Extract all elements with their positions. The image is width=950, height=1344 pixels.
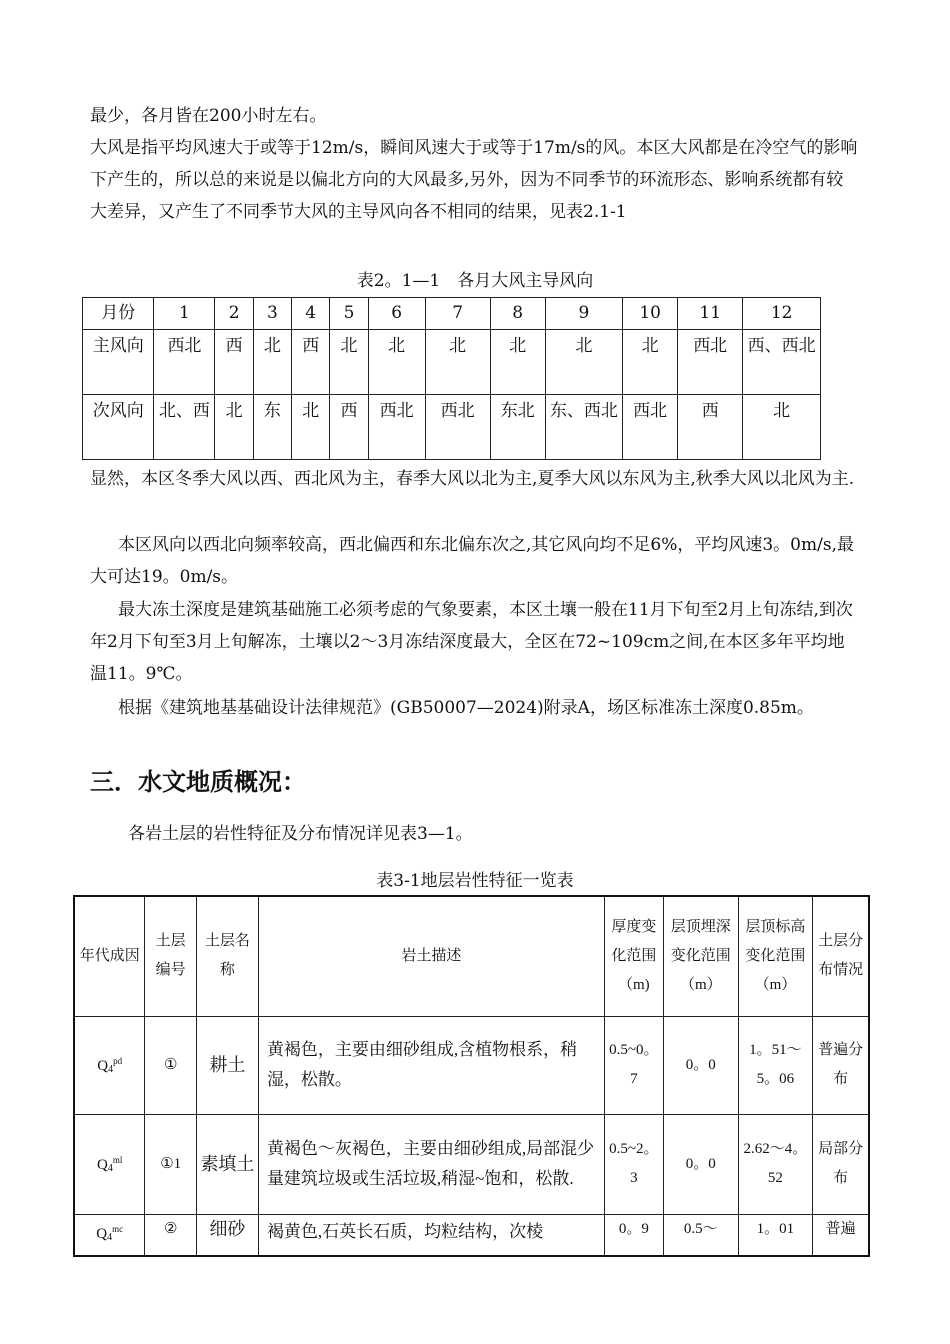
table-header-cell: 5 xyxy=(330,298,368,330)
table-header-row xyxy=(83,298,821,330)
table-cell: 西北 xyxy=(154,330,215,395)
table-cell: 西 xyxy=(215,330,253,395)
table-row xyxy=(74,1114,869,1214)
table-cell: 西 xyxy=(330,395,368,460)
age-superscript: pd xyxy=(113,1055,123,1066)
table-header-cell: 月份 xyxy=(83,298,154,330)
table-header-cell: 2 xyxy=(215,298,253,330)
paragraph-seasonal-gales: 显然，本区冬季大风以西、西北风为主，春季大风以北为主,夏季大风以东风为主,秋季大风以北风为主. xyxy=(90,469,855,489)
age-text: Q xyxy=(97,1057,109,1074)
table-cell: 西 xyxy=(678,395,743,460)
table-cell: 东 xyxy=(253,395,291,460)
table-cell: 北 xyxy=(215,395,253,460)
table-header-cell: 8 xyxy=(490,298,545,330)
table-cell: 主风向 xyxy=(83,330,154,395)
table-cell: 北 xyxy=(545,330,623,395)
age-subscript: 4 xyxy=(107,1162,113,1174)
table-cell: 北 xyxy=(253,330,291,395)
age-subscript: 4 xyxy=(108,1063,114,1075)
table-header-cell: 7 xyxy=(425,298,490,330)
table-cell: ② xyxy=(145,1214,197,1256)
table-cell: 细砂 xyxy=(196,1214,258,1256)
table-cell: 褐黄色,石英长石质，均粒结构，次棱 xyxy=(258,1214,604,1256)
table-cell: 0.5~0。7 xyxy=(604,1016,663,1114)
table-cell: 东、西北 xyxy=(545,395,623,460)
table-header-cell: 土层分布情况 xyxy=(813,896,869,1016)
paragraph-wind-frequency: 本区风向以西北向频率较高，西北偏西和东北偏东次之,其它风向均不足6%，平均风速3。0m/s,最大可达19。0m/s。 xyxy=(90,535,854,587)
age-superscript: ml xyxy=(112,1154,123,1165)
table-cell: 0.5～ xyxy=(663,1214,738,1256)
soil-table-caption: 表3-1地层岩性特征一览表 xyxy=(376,871,574,891)
table-header-row xyxy=(74,896,869,1016)
table-header-cell: 11 xyxy=(678,298,743,330)
table-header-cell: 3 xyxy=(253,298,291,330)
table-cell: 北 xyxy=(330,330,368,395)
table-cell: 西北 xyxy=(368,395,425,460)
table-cell: 西北 xyxy=(623,395,678,460)
table-cell: 西北 xyxy=(425,395,490,460)
table-row xyxy=(83,330,821,395)
table-cell: 耕土 xyxy=(196,1016,258,1114)
table-header-cell: 层顶埋深变化范围（m） xyxy=(663,896,738,1016)
table-header-cell: 1 xyxy=(154,298,215,330)
paragraph-soil-intro: 各岩土层的岩性特征及分布情况详见表3—1。 xyxy=(128,824,473,844)
table-header-cell: 6 xyxy=(368,298,425,330)
table-cell: 0.5~2。3 xyxy=(604,1114,663,1214)
table-cell: 普遍分布 xyxy=(813,1016,869,1114)
table-header-cell: 土层编号 xyxy=(145,896,197,1016)
table-header-cell: 年代成因 xyxy=(74,896,145,1016)
table-cell: 黄褐色～灰褐色，主要由细砂组成,局部混少量建筑垃圾或生活垃圾,稍湿~饱和，松散. xyxy=(258,1114,604,1214)
table-cell: 西 xyxy=(292,330,330,395)
table-cell: 北 xyxy=(623,330,678,395)
table-cell: 西、西北 xyxy=(743,330,821,395)
table-header-cell: 9 xyxy=(545,298,623,330)
table-cell: 1。51～5。06 xyxy=(738,1016,813,1114)
table-cell: 北 xyxy=(368,330,425,395)
table-cell: 北 xyxy=(292,395,330,460)
table-cell-age xyxy=(74,1114,145,1214)
age-subscript: 4 xyxy=(107,1231,113,1243)
table-cell: 次风向 xyxy=(83,395,154,460)
table-cell: 1。01 xyxy=(738,1214,813,1256)
table-cell: 北 xyxy=(425,330,490,395)
table-header-cell: 岩土描述 xyxy=(258,896,604,1016)
table-row xyxy=(83,395,821,460)
table-header-cell: 层顶标高变化范围（m） xyxy=(738,896,813,1016)
wind-table-caption: 表2。1—1 各月大风主导风向 xyxy=(356,271,594,291)
section-heading: 三．水文地质概况： xyxy=(90,768,306,796)
soil-layer-table xyxy=(73,895,870,1257)
table-cell: 北、西 xyxy=(154,395,215,460)
table-cell: 0。0 xyxy=(663,1114,738,1214)
table-cell: 0。0 xyxy=(663,1016,738,1114)
age-superscript: mc xyxy=(112,1223,124,1234)
table-cell-age xyxy=(74,1214,145,1256)
table-cell: 0。9 xyxy=(604,1214,663,1256)
table-row xyxy=(74,1214,869,1256)
table-header-cell: 10 xyxy=(623,298,678,330)
table-cell-age xyxy=(74,1016,145,1114)
paragraph-sunshine: 最少，各月皆在200小时左右。 xyxy=(90,106,327,126)
paragraph-frozen-soil: 最大冻土深度是建筑基础施工必须考虑的气象要素，本区土壤一般在11月下旬至2月上旬冻结,到次年2月下旬至3月上旬解冻，土壤以2～3月冻结深度最大，全区在72~109cm之间,在本区多年平均地温11。9℃。 xyxy=(90,600,853,684)
table-cell: 普遍 xyxy=(813,1214,869,1256)
paragraph-gale-definition: 大风是指平均风速大于或等于12m/s，瞬间风速大于或等于17m/s的风。本区大风都是在冷空气的影响下产生的，所以总的来说是以偏北方向的大风最多,另外，因为不同季节的环流形态、影响系统都有较大差异，又产生了不同季节大风的主导风向各不相同的结果，见表2.1-1 xyxy=(90,138,858,222)
table-header-cell: 12 xyxy=(743,298,821,330)
table-cell: 东北 xyxy=(490,395,545,460)
table-row xyxy=(74,1016,869,1114)
table-cell: 北 xyxy=(743,395,821,460)
age-text: Q xyxy=(96,1225,108,1242)
table-cell: 素填土 xyxy=(196,1114,258,1214)
table-cell: 局部分布 xyxy=(813,1114,869,1214)
table-cell: ①1 xyxy=(145,1114,197,1214)
table-cell: 黄褐色，主要由细砂组成,含植物根系，稍湿，松散。 xyxy=(258,1016,604,1114)
table-cell: 北 xyxy=(490,330,545,395)
paragraph-code-reference: 根据《建筑地基基础设计法律规范》(GB50007—2024)附录A，场区标准冻土深度0.85m。 xyxy=(118,698,814,718)
table-cell: ① xyxy=(145,1016,197,1114)
table-header-cell: 土层名称 xyxy=(196,896,258,1016)
table-header-cell: 厚度变化范围（m) xyxy=(604,896,663,1016)
age-text: Q xyxy=(97,1156,108,1173)
table-header-cell: 4 xyxy=(292,298,330,330)
wind-direction-table xyxy=(82,297,821,460)
table-cell: 西北 xyxy=(678,330,743,395)
table-cell: 2.62～4。52 xyxy=(738,1114,813,1214)
